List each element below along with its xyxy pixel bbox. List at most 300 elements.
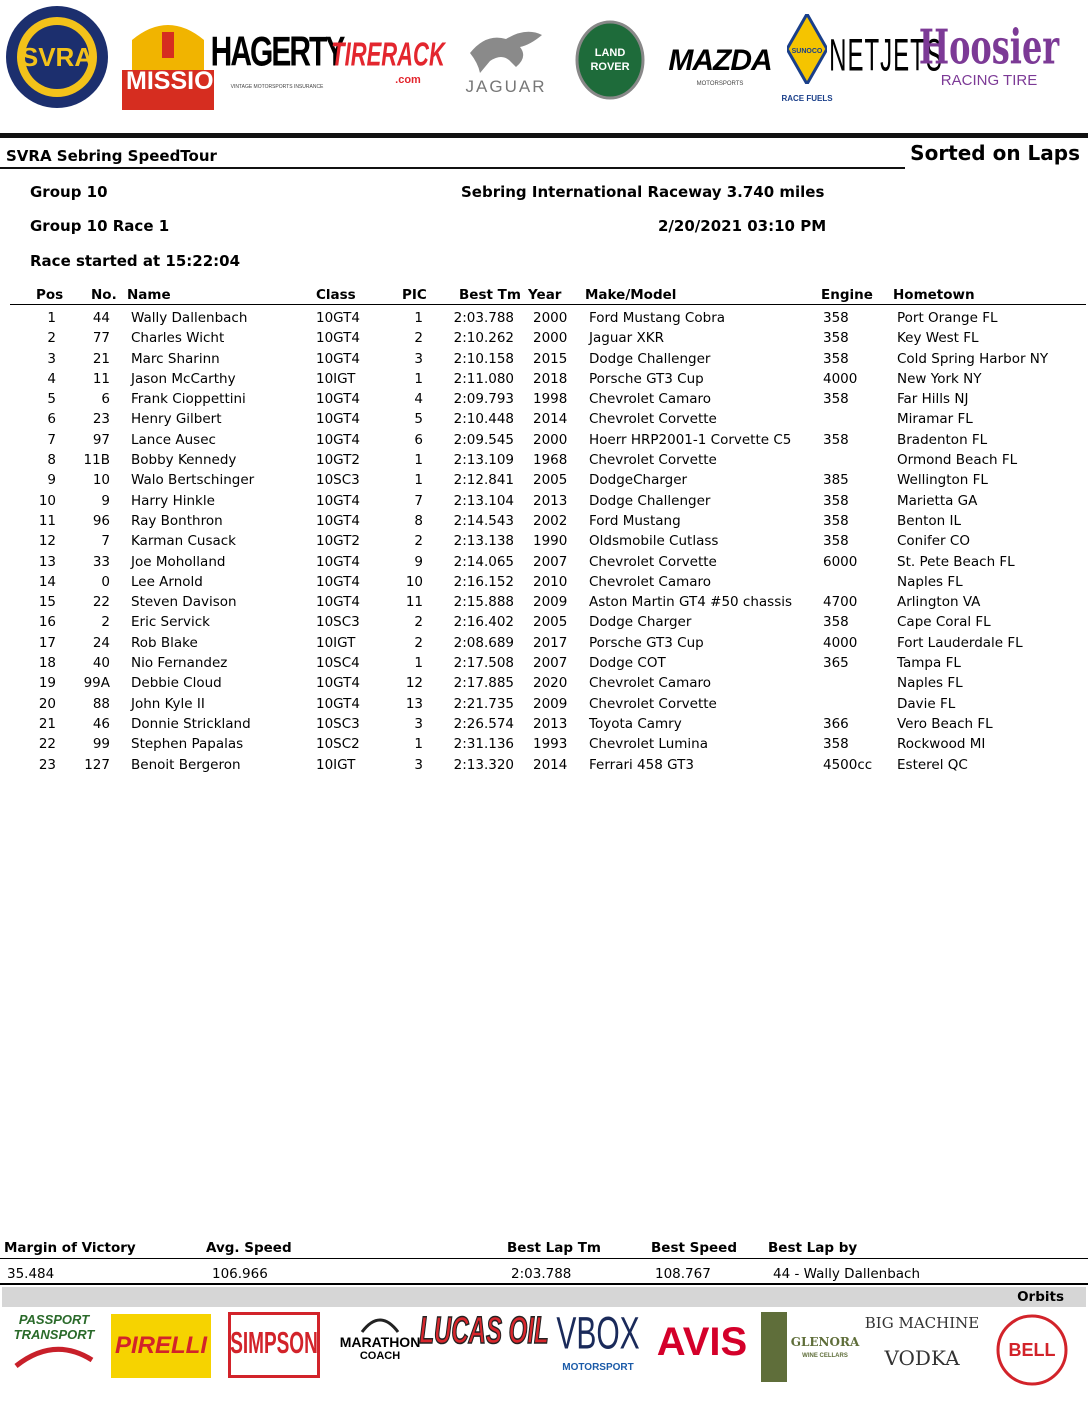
sunoco-logo — [780, 6, 834, 110]
cell-pic: 1 — [414, 370, 423, 387]
cell-pos: 19 — [38, 675, 56, 692]
cell-make: Chevrolet Corvette — [589, 553, 717, 570]
cell-make: DodgeCharger — [589, 472, 688, 489]
cell-make: Dodge Charger — [589, 614, 692, 631]
jaguar-logo — [456, 12, 556, 108]
cell-class: 10GT2 — [316, 452, 360, 469]
jaguar-leaper-icon — [466, 23, 546, 77]
cell-pos: 7 — [47, 431, 56, 448]
cell-hometown: Miramar FL — [897, 411, 973, 428]
marathon-text: MARATHON — [339, 1334, 421, 1350]
cell-no: 88 — [92, 695, 110, 712]
cell-pic: 7 — [414, 492, 423, 509]
cell-make: Aston Martin GT4 #50 chassis — [589, 594, 793, 611]
tirerack-logo — [331, 20, 445, 108]
race-label: Group 10 Race 1 — [30, 217, 170, 235]
cell-name: Lee Arnold — [131, 573, 203, 590]
cell-pos: 11 — [38, 512, 56, 529]
cell-name: Lance Ausec — [131, 431, 216, 448]
cell-engine: 358 — [823, 391, 849, 408]
cell-class: 10IGT — [316, 634, 356, 651]
bell-circle-icon — [996, 1314, 1068, 1386]
cell-name: Walo Bertschinger — [131, 472, 255, 489]
cell-hometown: Key West FL — [897, 330, 979, 347]
avis-text: AVIS — [656, 1320, 748, 1364]
cell-no: 77 — [92, 330, 110, 347]
cell-name: Donnie Strickland — [131, 715, 251, 732]
table-row — [0, 736, 1088, 756]
group-label: Group 10 — [30, 183, 108, 201]
table-row — [0, 472, 1088, 492]
cell-no: 2 — [101, 614, 110, 631]
title-divider-top — [0, 133, 1088, 138]
cell-no: 22 — [92, 594, 110, 611]
vodka-text: VODKA — [884, 1346, 960, 1370]
hagerty-text: HAGERTY — [210, 29, 344, 76]
tirerack-text: TIRERACK — [331, 35, 445, 73]
cell-pic: 3 — [414, 715, 423, 732]
cell-hometown: Benton IL — [897, 512, 962, 529]
svg-text:ROVER: ROVER — [590, 61, 630, 73]
cell-hometown: Vero Beach FL — [897, 715, 993, 732]
race-start-time: Race started at 15:22:04 — [30, 252, 241, 270]
transport-text: TRANSPORT — [13, 1327, 95, 1342]
cell-make: Chevrolet Corvette — [589, 695, 717, 712]
cell-no: 11 — [92, 370, 110, 387]
cell-make: Jaguar XKR — [589, 330, 664, 347]
cell-make: Chevrolet Camaro — [589, 391, 712, 408]
table-row — [0, 655, 1088, 675]
cell-best: 2:09.545 — [453, 431, 514, 448]
cell-pos: 3 — [47, 350, 56, 367]
netjets-logo — [829, 12, 943, 108]
svg-text:SVRA: SVRA — [20, 42, 94, 72]
cell-pos: 20 — [38, 695, 56, 712]
cell-name: Charles Wicht — [131, 330, 225, 347]
cell-hometown: Conifer CO — [897, 533, 970, 550]
cell-name: Eric Servick — [131, 614, 210, 631]
cell-engine: 4500cc — [823, 756, 873, 773]
tirerack-com: .com — [395, 74, 421, 86]
cell-hometown: Ormond Beach FL — [897, 452, 1018, 469]
cell-hometown: Arlington VA — [897, 594, 981, 611]
cell-make: Chevrolet Corvette — [589, 411, 717, 428]
cell-year: 2005 — [533, 614, 568, 631]
cell-year: 2014 — [533, 411, 568, 428]
cell-class: 10SC3 — [316, 472, 360, 489]
svg-text:SUNOCO: SUNOCO — [791, 47, 823, 55]
hagerty-tagline: VINTAGE MOTORSPORTS INSURANCE — [230, 84, 324, 90]
cell-pos: 18 — [38, 655, 56, 672]
cell-best: 2:17.508 — [453, 655, 514, 672]
orbits-band — [2, 1287, 1086, 1307]
cell-hometown: Naples FL — [897, 675, 963, 692]
cell-pos: 17 — [38, 634, 56, 651]
table-row — [0, 675, 1088, 695]
cell-pic: 10 — [405, 573, 423, 590]
cell-name: Frank Cioppettini — [131, 391, 246, 408]
table-row — [0, 574, 1088, 594]
col-engine: Engine — [821, 287, 873, 303]
cell-best: 2:08.689 — [453, 634, 514, 651]
sponsor-strip-top — [0, 0, 1088, 122]
cell-best: 2:21.735 — [453, 695, 514, 712]
mission-logo — [122, 10, 232, 110]
best-lap-label: Best Lap Tm — [507, 1240, 601, 1256]
cell-engine: 4000 — [823, 370, 858, 387]
cell-hometown: St. Pete Beach FL — [897, 553, 1015, 570]
cell-name: Stephen Papalas — [131, 736, 244, 753]
cell-best: 2:16.402 — [453, 614, 514, 631]
jaguar-text: JAGUAR — [465, 77, 547, 96]
cell-year: 2007 — [533, 553, 568, 570]
cell-no: 40 — [92, 655, 110, 672]
col-pos: Pos — [36, 287, 64, 303]
cell-class: 10GT4 — [316, 675, 360, 692]
cell-class: 10SC2 — [316, 736, 360, 753]
table-header-rule — [10, 304, 1086, 305]
vbox-logo — [556, 1309, 640, 1373]
best-lap-by-value: 44 - Wally Dallenbach — [773, 1266, 921, 1282]
simpson-text: SIMPSON — [230, 1327, 318, 1361]
cell-pos: 12 — [38, 533, 56, 550]
sponsor-strip-bottom — [0, 1310, 1088, 1406]
col-name: Name — [127, 287, 171, 303]
best-speed-label: Best Speed — [651, 1240, 737, 1256]
cell-year: 2017 — [533, 634, 568, 651]
col-year: Year — [528, 287, 562, 303]
cell-year: 1993 — [533, 736, 568, 753]
cell-pic: 1 — [414, 452, 423, 469]
cell-engine: 358 — [823, 310, 849, 326]
cell-make: Dodge COT — [589, 655, 666, 672]
cell-make: Chevrolet Corvette — [589, 452, 717, 469]
cell-pos: 5 — [47, 391, 56, 408]
cell-pic: 1 — [414, 472, 423, 489]
cell-engine: 4700 — [823, 594, 858, 611]
cell-best: 2:17.885 — [453, 675, 514, 692]
cell-best: 2:31.136 — [453, 736, 514, 753]
cell-class: 10GT4 — [316, 391, 360, 408]
cell-hometown: Fort Lauderdale FL — [897, 634, 1023, 651]
table-row — [0, 411, 1088, 431]
cell-pos: 14 — [38, 573, 56, 590]
col-make: Make/Model — [585, 287, 677, 303]
cell-no: 21 — [92, 350, 110, 367]
cell-best: 2:11.080 — [453, 370, 514, 387]
cell-pic: 3 — [414, 350, 423, 367]
cell-name: Bobby Kennedy — [131, 452, 237, 469]
hoosier-racing-tire: RACING TIRE — [940, 71, 1038, 89]
cell-year: 2013 — [533, 715, 568, 732]
cell-make: Chevrolet Lumina — [589, 736, 709, 753]
coach-text: COACH — [359, 1350, 401, 1362]
cell-best: 2:12.841 — [453, 472, 514, 489]
cell-best: 2:13.320 — [453, 756, 514, 773]
cell-year: 2015 — [533, 350, 568, 367]
cell-year: 2013 — [533, 492, 568, 509]
cell-pic: 2 — [414, 533, 423, 550]
cell-hometown: Rockwood MI — [897, 736, 986, 753]
table-row — [0, 493, 1088, 513]
cell-year: 1968 — [533, 452, 568, 469]
cell-pos: 13 — [38, 553, 56, 570]
best-speed-value: 108.767 — [655, 1266, 711, 1282]
cell-class: 10GT2 — [316, 533, 360, 550]
cell-engine: 4000 — [823, 634, 858, 651]
vbox-text: VBOX — [556, 1309, 640, 1359]
cell-pic: 1 — [414, 310, 423, 326]
cell-best: 2:14.543 — [453, 512, 514, 529]
cell-engine: 358 — [823, 533, 849, 550]
cell-engine: 366 — [823, 715, 849, 732]
cell-year: 2000 — [533, 330, 568, 347]
cell-pos: 15 — [38, 594, 56, 611]
cell-year: 1990 — [533, 533, 568, 550]
summary-bottom-rule — [0, 1283, 1088, 1285]
table-row — [0, 330, 1088, 350]
summary-rule — [0, 1258, 1088, 1259]
cell-pic: 1 — [414, 655, 423, 672]
cell-no: 10 — [92, 472, 110, 489]
cell-best: 2:15.888 — [453, 594, 514, 611]
cell-hometown: Cold Spring Harbor NY — [897, 350, 1049, 367]
cell-year: 2002 — [533, 512, 568, 529]
landrover-oval-icon — [575, 20, 645, 100]
race-datetime: 2/20/2021 03:10 PM — [658, 217, 827, 235]
cell-pic: 6 — [414, 431, 423, 448]
cell-class: 10IGT — [316, 756, 356, 773]
cell-pos: 4 — [47, 370, 56, 387]
cell-best: 2:10.158 — [453, 350, 514, 367]
netjets-text: NETJETS — [829, 30, 943, 82]
cell-best: 2:13.138 — [453, 533, 514, 550]
cell-class: 10GT4 — [316, 431, 360, 448]
results-table-body — [0, 310, 1088, 777]
cell-class: 10IGT — [316, 370, 356, 387]
col-pic: PIC — [402, 287, 427, 303]
cell-pic: 12 — [405, 675, 423, 692]
cell-engine: 358 — [823, 614, 849, 631]
orbits-label: Orbits — [1017, 1289, 1064, 1305]
sort-label: Sorted on Laps — [910, 141, 1080, 165]
table-row — [0, 432, 1088, 452]
table-row — [0, 310, 1088, 330]
cell-pic: 1 — [414, 736, 423, 753]
mazda-text: MAZDA — [668, 43, 772, 77]
cell-name: Karman Cusack — [131, 533, 237, 550]
col-no: No. — [91, 287, 117, 303]
cell-pos: 16 — [38, 614, 56, 631]
table-row — [0, 391, 1088, 411]
cell-hometown: Port Orange FL — [897, 310, 998, 326]
passport-swoosh-icon — [14, 1342, 94, 1372]
pirelli-logo — [110, 1314, 212, 1378]
table-row — [0, 554, 1088, 574]
cell-best: 2:13.104 — [453, 492, 514, 509]
svra-logo — [4, 4, 110, 110]
cell-make: Oldsmobile Cutlass — [589, 533, 719, 550]
cell-pic: 4 — [414, 391, 423, 408]
cell-no: 11B — [83, 452, 110, 469]
avg-speed-label: Avg. Speed — [206, 1240, 292, 1256]
results-table-header — [0, 287, 1088, 303]
cell-make: Ford Mustang Cobra — [589, 310, 726, 326]
cell-year: 2010 — [533, 573, 568, 590]
cell-class: 10SC3 — [316, 614, 360, 631]
table-row — [0, 533, 1088, 553]
table-row — [0, 452, 1088, 472]
mazda-motorsports: MOTORSPORTS — [696, 80, 744, 87]
cell-no: 44 — [92, 310, 110, 326]
table-row — [0, 371, 1088, 391]
cell-pos: 23 — [38, 756, 56, 773]
mazda-logo — [670, 4, 770, 108]
cell-pic: 2 — [414, 614, 423, 631]
cell-engine: 358 — [823, 431, 849, 448]
cell-best: 2:03.788 — [453, 310, 514, 326]
cell-pic: 13 — [405, 695, 423, 712]
passport-text: PASSPORT — [18, 1312, 90, 1327]
hagerty-logo — [210, 18, 344, 108]
svg-text:BELL: BELL — [1008, 1340, 1056, 1360]
cell-hometown: Far Hills NJ — [897, 391, 969, 408]
cell-pos: 2 — [47, 330, 56, 347]
cell-name: Steven Davison — [131, 594, 237, 611]
cell-make: Chevrolet Camaro — [589, 675, 712, 692]
table-row — [0, 594, 1088, 614]
passport-transport-logo — [8, 1312, 100, 1372]
cell-pos: 9 — [47, 472, 56, 489]
lucas-oil-logo — [419, 1309, 549, 1353]
cell-year: 2007 — [533, 655, 568, 672]
cell-best: 2:10.262 — [453, 330, 514, 347]
table-row — [0, 635, 1088, 655]
cell-pic: 11 — [405, 594, 423, 611]
best-lap-by-label: Best Lap by — [768, 1240, 858, 1256]
cell-name: John Kyle II — [131, 695, 205, 712]
lucas-oil-text: LUCAS OIL — [419, 1309, 549, 1353]
cell-no: 46 — [92, 715, 110, 732]
cell-best: 2:13.109 — [453, 452, 514, 469]
cell-name: Henry Gilbert — [131, 411, 222, 428]
cell-no: 0 — [101, 573, 110, 590]
avis-logo — [656, 1320, 748, 1365]
cell-pic: 2 — [414, 634, 423, 651]
cell-best: 2:26.574 — [453, 715, 514, 732]
cell-class: 10GT4 — [316, 553, 360, 570]
col-class: Class — [316, 287, 356, 303]
sunoco-race-fuels: RACE FUELS — [781, 93, 833, 103]
cell-pos: 21 — [38, 715, 56, 732]
cell-no: 96 — [92, 512, 110, 529]
cell-class: 10GT4 — [316, 573, 360, 590]
event-title: SVRA Sebring SpeedTour — [6, 147, 217, 165]
cell-pos: 22 — [38, 736, 56, 753]
cell-name: Debbie Cloud — [131, 675, 222, 692]
table-row — [0, 351, 1088, 371]
cell-pos: 8 — [47, 452, 56, 469]
hoosier-logo — [918, 6, 1060, 110]
cell-pic: 9 — [414, 553, 423, 570]
cell-class: 10GT4 — [316, 695, 360, 712]
cell-class: 10GT4 — [316, 330, 360, 347]
cell-class: 10GT4 — [316, 492, 360, 509]
cell-make: Ferrari 458 GT3 — [589, 756, 694, 773]
cell-class: 10GT4 — [316, 411, 360, 428]
svra-badge-icon — [4, 4, 110, 110]
landrover-logo — [572, 12, 648, 108]
cell-engine: 358 — [823, 330, 849, 347]
cell-no: 99A — [83, 675, 110, 692]
cell-year: 2009 — [533, 594, 568, 611]
cell-hometown: Tampa FL — [897, 655, 961, 672]
cell-hometown: Esterel QC — [897, 756, 968, 773]
simpson-logo — [228, 1312, 320, 1378]
cell-best: 2:16.152 — [453, 573, 514, 590]
cell-class: 10GT4 — [316, 512, 360, 529]
cell-class: 10GT4 — [316, 594, 360, 611]
marathon-coach-logo — [332, 1312, 428, 1362]
cell-class: 10GT4 — [316, 310, 360, 326]
cell-no: 24 — [92, 634, 110, 651]
cell-engine: 358 — [823, 736, 849, 753]
cell-year: 2000 — [533, 431, 568, 448]
cell-pic: 3 — [414, 756, 423, 773]
track-label: Sebring International Raceway 3.740 miles — [461, 183, 825, 201]
cell-best: 2:09.793 — [453, 391, 514, 408]
cell-no: 23 — [92, 411, 110, 428]
cell-class: 10GT4 — [316, 350, 360, 367]
cell-no: 9 — [101, 492, 110, 509]
cell-name: Nio Fernandez — [131, 655, 228, 672]
cell-engine: 358 — [823, 512, 849, 529]
cell-engine: 6000 — [823, 553, 858, 570]
mission-text: MISSION — [126, 67, 232, 95]
glenora-text: GLENORA — [790, 1335, 860, 1349]
table-row — [0, 513, 1088, 533]
bell-helmets-logo — [990, 1314, 1074, 1386]
cell-make: Porsche GT3 Cup — [589, 634, 704, 651]
cell-no: 127 — [84, 756, 110, 773]
cell-make: Porsche GT3 Cup — [589, 370, 704, 387]
glenora-wine-text: WINE CELLARS — [802, 1353, 848, 1359]
cell-name: Jason McCarthy — [131, 370, 236, 387]
pirelli-text: PIRELLI — [114, 1332, 207, 1359]
cell-hometown: Naples FL — [897, 573, 963, 590]
sunoco-diamond-icon — [787, 14, 827, 84]
cell-make: Dodge Challenger — [589, 350, 711, 367]
cell-year: 2009 — [533, 695, 568, 712]
big-machine-vodka-logo — [866, 1314, 978, 1370]
vbox-motorsport-text: MOTORSPORT — [562, 1362, 634, 1373]
table-row — [0, 614, 1088, 634]
cell-make: Hoerr HRP2001-1 Corvette C5 — [589, 431, 792, 448]
cell-make: Chevrolet Camaro — [589, 573, 712, 590]
big-machine-text: BIG MACHINE — [864, 1314, 980, 1332]
svg-text:LAND: LAND — [594, 47, 626, 59]
cell-pos: 6 — [47, 411, 56, 428]
cell-engine: 365 — [823, 655, 849, 672]
cell-engine: 385 — [823, 472, 849, 489]
margin-label: Margin of Victory — [4, 1240, 136, 1256]
glenora-photo-icon — [761, 1312, 787, 1382]
cell-best: 2:14.065 — [453, 553, 514, 570]
margin-value: 35.484 — [7, 1266, 55, 1282]
cell-year: 1998 — [533, 391, 568, 408]
cell-hometown: New York NY — [897, 370, 982, 387]
cell-pos: 10 — [38, 492, 56, 509]
